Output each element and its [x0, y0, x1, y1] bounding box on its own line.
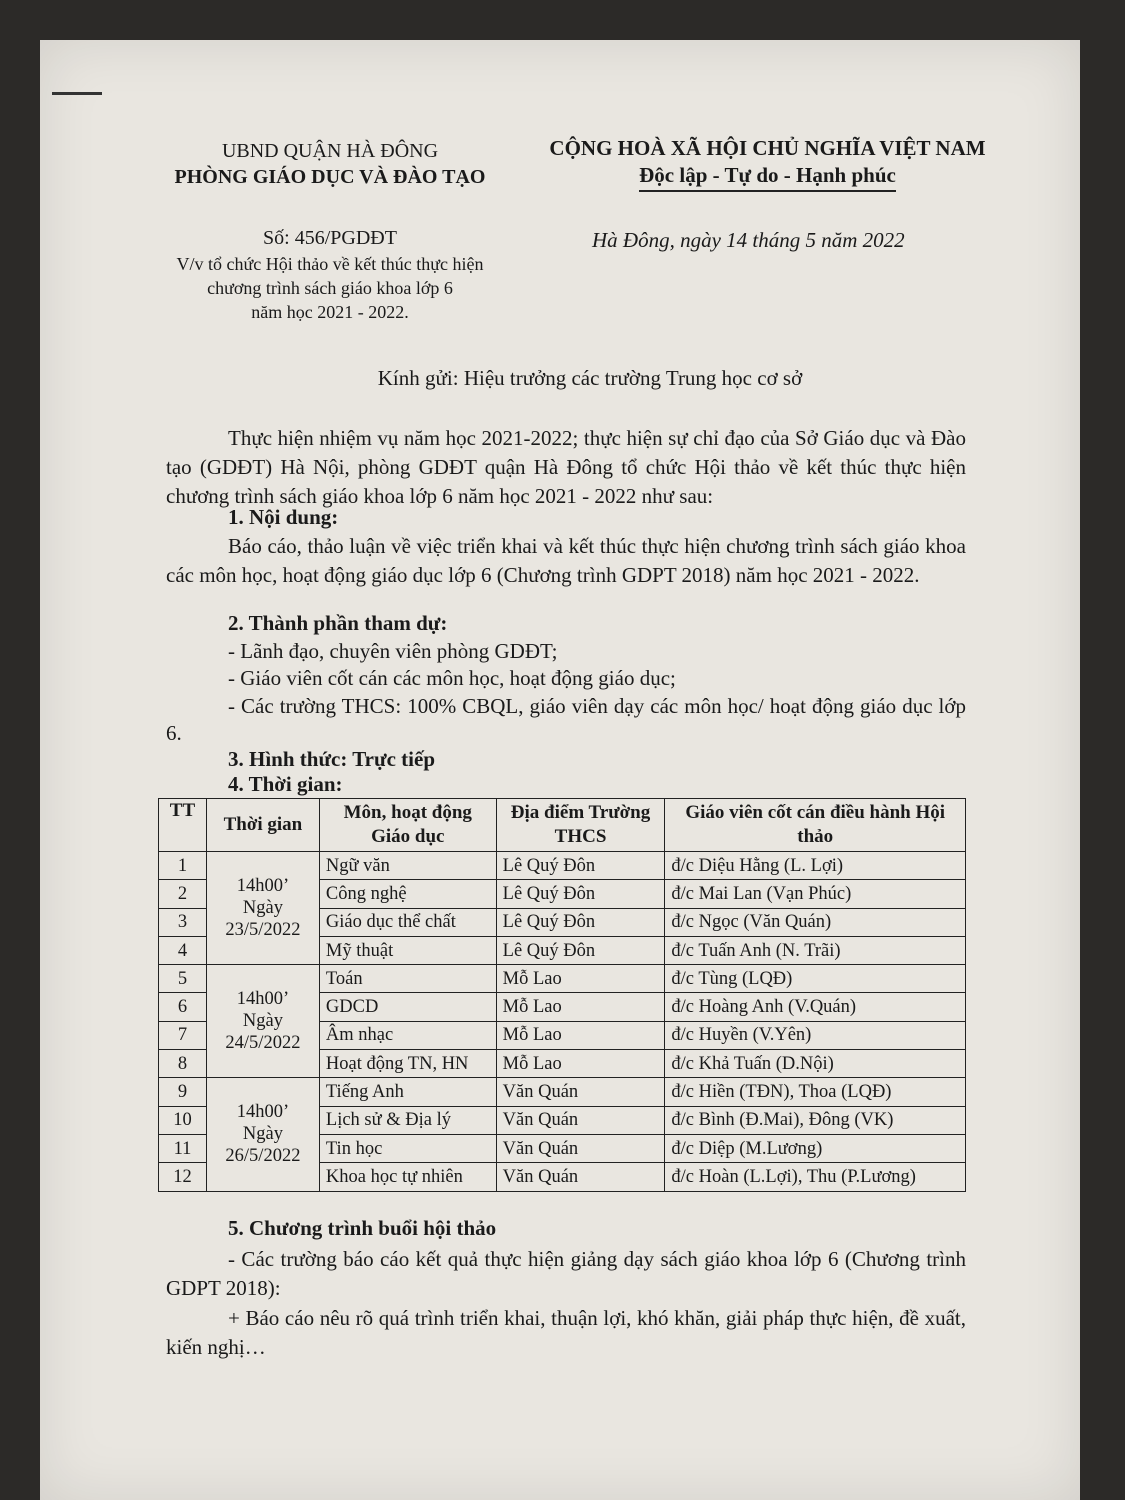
row-number: 2: [159, 880, 207, 908]
teacher-cell: đ/c Tùng (LQĐ): [665, 965, 966, 993]
subject-cell: Hoạt động TN, HN: [319, 1050, 496, 1078]
teacher-cell: đ/c Hoàng Anh (V.Quán): [665, 993, 966, 1021]
place-cell: Lê Quý Đôn: [496, 908, 665, 936]
time-day-label: Ngày: [242, 1011, 283, 1032]
issue-date: Hà Đông, ngày 14 tháng 5 năm 2022: [592, 228, 905, 252]
schedule-table: [158, 798, 966, 1192]
subject-line-3: năm học 2021 - 2022.: [251, 302, 409, 322]
time-date: 24/5/2022: [225, 1033, 301, 1054]
intro-paragraph: Thực hiện nhiệm vụ năm học 2021-2022; thực hiện sự chỉ đạo của Sở Giáo dục và Đào tạo (GDĐT) Hà Nội, phòng GDĐT quận Hà Đông tổ chức Hội thảo về kết thúc thực hiện chương trình sách giáo khoa lớp 6 năm học 2021 - 2022 như sau:: [166, 426, 966, 508]
subject-cell: Ngữ văn: [319, 852, 496, 880]
header-place: Địa điểm Trường THCS: [496, 799, 665, 852]
row-number: 11: [159, 1134, 207, 1162]
program-item-2: + Báo cáo nêu rõ quá trình triển khai, thuận lợi, khó khăn, giải pháp thực hiện, đề xuất, kiến nghị…: [166, 1306, 966, 1359]
row-number: 4: [159, 936, 207, 964]
table-row: [159, 852, 966, 880]
section-5-title: 5. Chương trình buổi hội thảo: [228, 1216, 497, 1240]
header-tt: TT: [159, 799, 207, 852]
row-number: 5: [159, 965, 207, 993]
teacher-cell: đ/c Hiền (TĐN), Thoa (LQĐ): [665, 1078, 966, 1106]
program-item-1: - Các trường báo cáo kết quả thực hiện giảng dạy sách giáo khoa lớp 6 (Chương trình GDPT 2018):: [166, 1247, 966, 1300]
place-cell: Mỗ Lao: [496, 993, 665, 1021]
time-hour: 14h00’: [236, 989, 290, 1010]
table-header-row: [159, 799, 966, 852]
time-cell: [206, 1078, 319, 1191]
teacher-cell: đ/c Diệu Hằng (L. Lợi): [665, 852, 966, 880]
department-name: PHÒNG GIÁO DỤC VÀ ĐÀO TẠO: [174, 166, 486, 188]
time-date: 23/5/2022: [225, 920, 301, 941]
teacher-cell: đ/c Bình (Đ.Mai), Đông (VK): [665, 1106, 966, 1134]
row-number: 7: [159, 1021, 207, 1049]
section-2-title: 2. Thành phần tham dự:: [228, 611, 448, 635]
place-cell: Mỗ Lao: [496, 965, 665, 993]
teacher-cell: đ/c Diệp (M.Lương): [665, 1134, 966, 1162]
row-number: 1: [159, 852, 207, 880]
place-cell: Lê Quý Đôn: [496, 880, 665, 908]
place-cell: Lê Quý Đôn: [496, 852, 665, 880]
section-1-body: Báo cáo, thảo luận về việc triển khai và kết thúc thực hiện chương trình sách giáo khoa các môn học, hoạt động giáo dục lớp 6 (Chương trình GDPT 2018) năm học 2021 - 2022.: [166, 534, 966, 587]
agency-name: UBND QUẬN HÀ ĐÔNG: [221, 140, 439, 162]
subject-line-2: chương trình sách giáo khoa lớp 6: [207, 278, 453, 298]
motto-wrap: [530, 163, 1005, 192]
teacher-cell: đ/c Tuấn Anh (N. Trãi): [665, 936, 966, 964]
subject-cell: Tiếng Anh: [319, 1078, 496, 1106]
time-cell: [206, 852, 319, 965]
subject-cell: Công nghệ: [319, 880, 496, 908]
attendee-item-2: - Giáo viên cốt cán các môn học, hoạt động giáo dục;: [228, 666, 676, 690]
attendee-item-1: - Lãnh đạo, chuyên viên phòng GDĐT;: [228, 639, 558, 663]
subject-cell: Giáo dục thể chất: [319, 908, 496, 936]
row-number: 8: [159, 1050, 207, 1078]
subject-cell: Toán: [319, 965, 496, 993]
row-number: 10: [159, 1106, 207, 1134]
section-1-title: 1. Nội dung:: [228, 505, 339, 529]
subject-cell: Mỹ thuật: [319, 936, 496, 964]
teacher-cell: đ/c Khả Tuấn (D.Nội): [665, 1050, 966, 1078]
teacher-cell: đ/c Ngọc (Văn Quán): [665, 908, 966, 936]
attendee-item-3: - Các trường THCS: 100% CBQL, giáo viên dạy các môn học/ hoạt động giáo dục lớp 6.: [166, 694, 966, 745]
teacher-cell: đ/c Mai Lan (Vạn Phúc): [665, 880, 966, 908]
subject-cell: Lịch sử & Địa lý: [319, 1106, 496, 1134]
place-cell: Văn Quán: [496, 1134, 665, 1162]
time-date: 26/5/2022: [225, 1146, 301, 1167]
teacher-cell: đ/c Hoàn (L.Lợi), Thu (P.Lương): [665, 1163, 966, 1191]
margin-mark: [52, 92, 102, 95]
row-number: 6: [159, 993, 207, 1021]
table-row: [159, 965, 966, 993]
header-subject: Môn, hoạt động Giáo dục: [319, 799, 496, 852]
table-row: [159, 1078, 966, 1106]
section-4-title: 4. Thời gian:: [228, 772, 343, 796]
teacher-cell: đ/c Huyền (V.Yên): [665, 1021, 966, 1049]
time-day-label: Ngày: [242, 898, 283, 919]
row-number: 9: [159, 1078, 207, 1106]
place-cell: Văn Quán: [496, 1106, 665, 1134]
national-title: CỘNG HOÀ XÃ HỘI CHỦ NGHĨA VIỆT NAM: [549, 136, 986, 160]
place-cell: Mỗ Lao: [496, 1050, 665, 1078]
recipient-line: Kính gửi: Hiệu trưởng các trường Trung học cơ sở: [377, 366, 803, 390]
header-teacher: Giáo viên cốt cán điều hành Hội thảo: [665, 799, 966, 852]
row-number: 3: [159, 908, 207, 936]
time-day-label: Ngày: [242, 1124, 283, 1145]
time-hour: 14h00’: [236, 1102, 290, 1123]
place-cell: Lê Quý Đôn: [496, 936, 665, 964]
row-number: 12: [159, 1163, 207, 1191]
header-time: Thời gian: [206, 799, 319, 852]
subject-cell: Tin học: [319, 1134, 496, 1162]
national-motto: Độc lập - Tự do - Hạnh phúc: [639, 163, 896, 192]
subject-cell: Âm nhạc: [319, 1021, 496, 1049]
time-cell: [206, 965, 319, 1078]
place-cell: Mỗ Lao: [496, 1021, 665, 1049]
section-3-title: 3. Hình thức: Trực tiếp: [228, 747, 436, 771]
place-cell: Văn Quán: [496, 1163, 665, 1191]
time-hour: 14h00’: [236, 876, 290, 897]
subject-cell: Khoa học tự nhiên: [319, 1163, 496, 1191]
document-number: Số: 456/PGDĐT: [263, 227, 397, 249]
subject-cell: GDCD: [319, 993, 496, 1021]
subject-line-1: V/v tổ chức Hội thảo về kết thúc thực hiện: [176, 254, 484, 274]
place-cell: Văn Quán: [496, 1078, 665, 1106]
